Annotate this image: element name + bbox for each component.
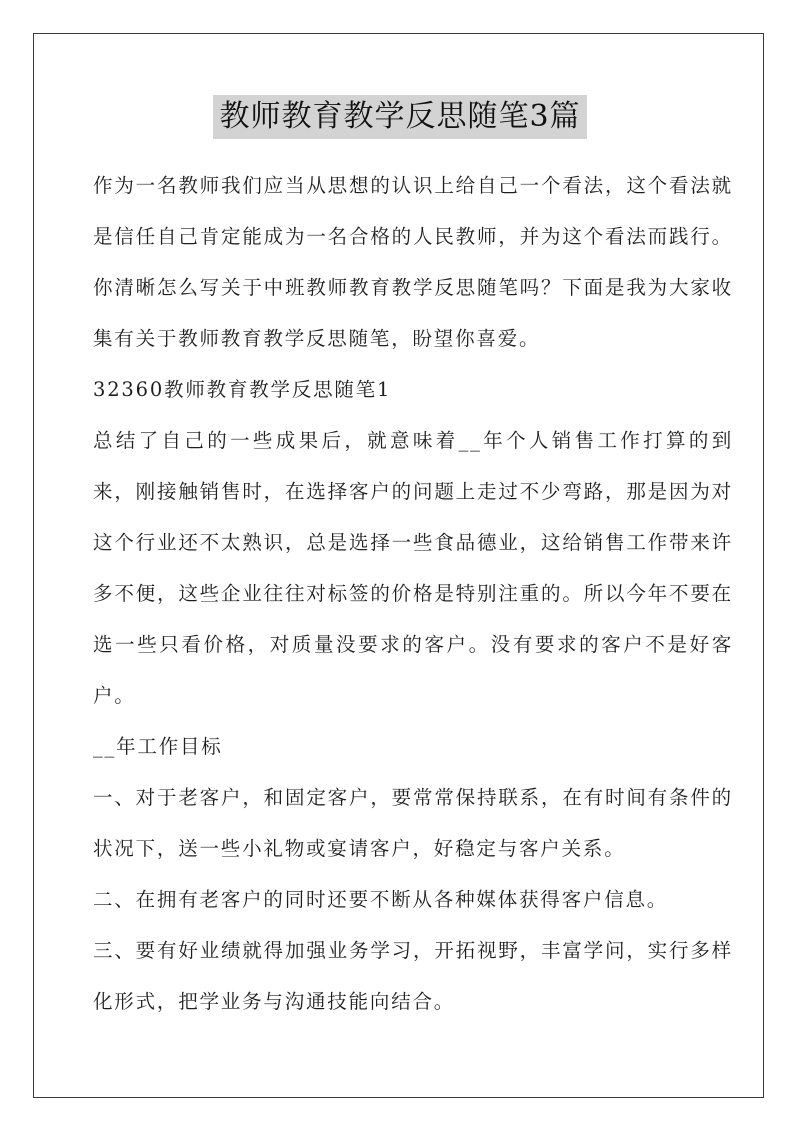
list-item: 三、要有好业绩就得加强业务学习，开拓视野，丰富学问，实行多样化形式，把学业务与沟通技能向结合。 <box>93 939 733 1013</box>
title-container <box>0 95 800 139</box>
document-title: 教师教育教学反思随笔3篇 <box>213 95 586 139</box>
list-item: 一、对于老客户，和固定客户，要常常保持联系，在有时间有条件的状况下，送一些小礼物或宴请客户，好稳定与客户关系。 <box>93 786 733 860</box>
body-paragraph: 总结了自己的一些成果后，就意味着__年个人销售工作打算的到来，刚接触销售时，在选择客户的问题上走过不少弯路，那是因为对这个行业还不太熟识，总是选择一些食品德业，这给销售工作带来许多不便，这些企业往往对标签的价格是特别注重的。所以今年不要在选一些只看价格，对质量没要求的客户。没有要求的客户不是好客户。 <box>93 429 733 707</box>
subsection-heading: __年工作目标 <box>93 735 223 758</box>
document-body <box>93 160 733 1027</box>
list-item: 二、在拥有老客户的同时还要不断从各种媒体获得客户信息。 <box>93 888 669 911</box>
section-heading: 32360教师教育教学反思随笔1 <box>93 378 392 401</box>
intro-paragraph: 作为一名教师我们应当从思想的认识上给自己一个看法，这个看法就是信任自己肯定能成为一名合格的人民教师，并为这个看法而践行。你清晰怎么写关于中班教师教育教学反思随笔吗？下面是我为大家收集有关于教师教育教学反思随笔，盼望你喜爱。 <box>93 174 733 350</box>
